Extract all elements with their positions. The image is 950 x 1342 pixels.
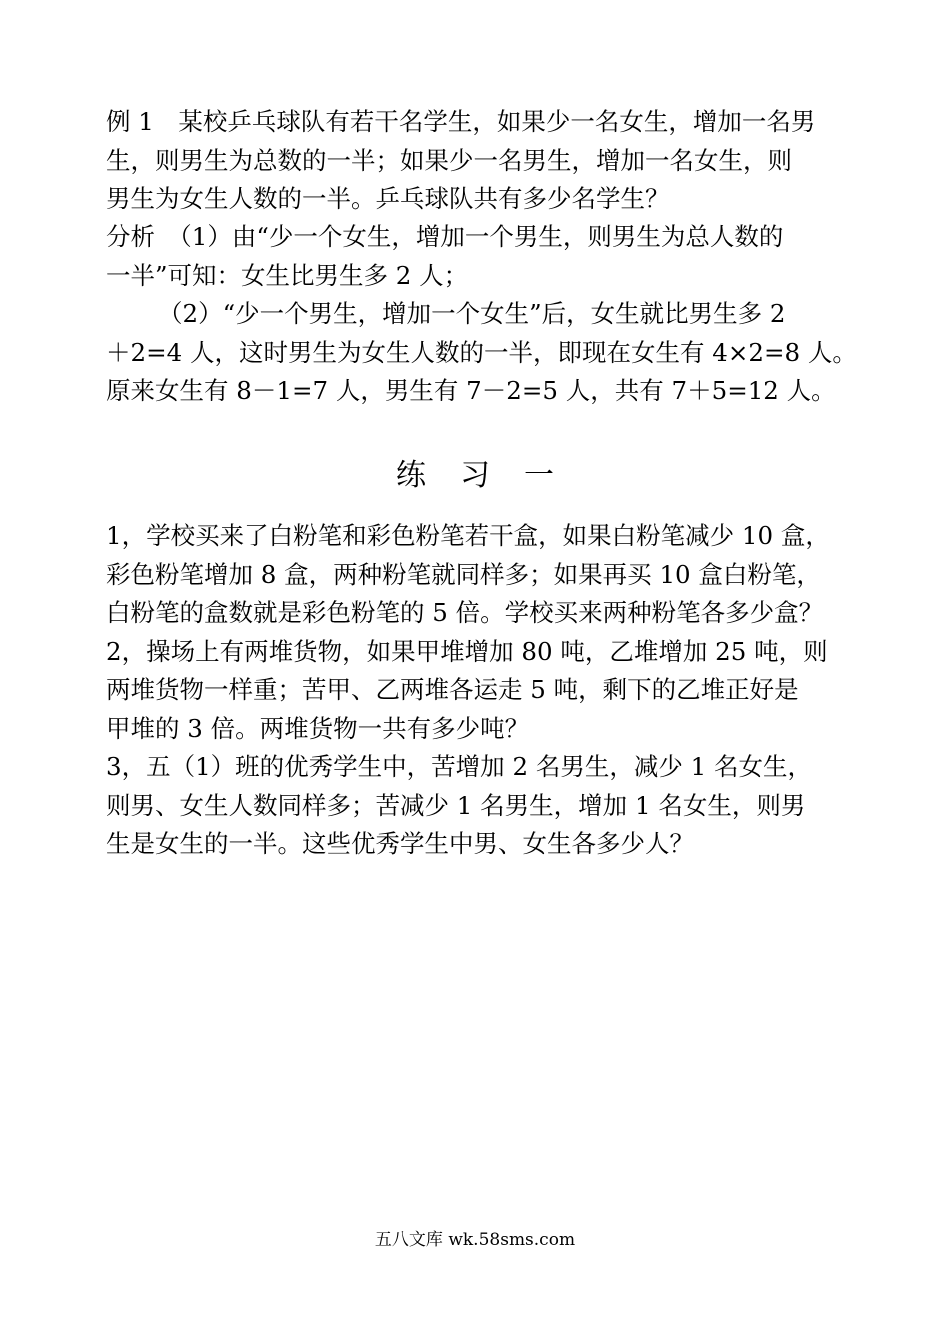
exercise-line: 则男、女生人数同样多；苦减少 1 名男生，增加 1 名女生，则男 — [106, 790, 806, 820]
page-footer: 五八文库 wk.58sms.com — [374, 1230, 576, 1250]
exercises-section — [106, 517, 851, 864]
exercise-line: 彩色粉笔增加 8 盒，两种粉笔就同样多；如果再买 10 盒白粉笔， — [106, 559, 821, 589]
exercise-line: 白粉笔的盒数就是彩色粉笔的 5 倍。学校买来两种粉笔各多少盒？ — [106, 598, 824, 627]
analysis-line: 分析 （1）由“少一个女生，增加一个男生，则男生为总人数的 — [106, 222, 784, 251]
analysis-paragraph — [106, 218, 857, 411]
example-line: 男生为女生人数的一半。乒乓球队共有多少名学生？ — [106, 184, 670, 213]
analysis-part2-line: （2）“少一个男生，增加一个女生”后，女生就比男生多 2 — [158, 299, 786, 328]
exercise-line: 1，学校买来了白粉笔和彩色粉笔若干盒，如果白粉笔减少 10 盒， — [106, 521, 830, 550]
analysis-part2-line: 原来女生有 8－1=7 人，男生有 7－2=5 人，共有 7＋5=12 人。 — [106, 376, 836, 405]
analysis-line: 一半”可知：女生比男生多 2 人； — [106, 260, 469, 290]
exercise-line: 甲堆的 3 倍。两堆货物一共有多少吨？ — [106, 713, 530, 743]
exercise-title: 练习一 — [396, 458, 588, 493]
example-line: 生，则男生为总数的一半；如果少一名男生，增加一名女生，则 — [106, 145, 792, 175]
example-paragraph — [106, 103, 851, 219]
exercise-line: 两堆货物一样重；苦甲、乙两堆各运走 5 吨，剩下的乙堆正好是 — [106, 675, 799, 704]
exercise-line: 3，五（1）班的优秀学生中，苦增加 2 名男生，减少 1 名女生， — [106, 752, 812, 781]
exercise-line: 生是女生的一半。这些优秀学生中男、女生各多少人？ — [106, 829, 694, 858]
exercise-line: 2，操场上有两堆货物，如果甲堆增加 80 吨，乙堆增加 25 吨，则 — [106, 636, 828, 666]
example-line: 例 1 某校乒乓球队有若干名学生，如果少一名女生，增加一名男 — [106, 107, 816, 136]
analysis-part2-line: ＋2=4 人，这时男生为女生人数的一半，即现在女生有 4×2=8 人。 — [106, 337, 857, 367]
